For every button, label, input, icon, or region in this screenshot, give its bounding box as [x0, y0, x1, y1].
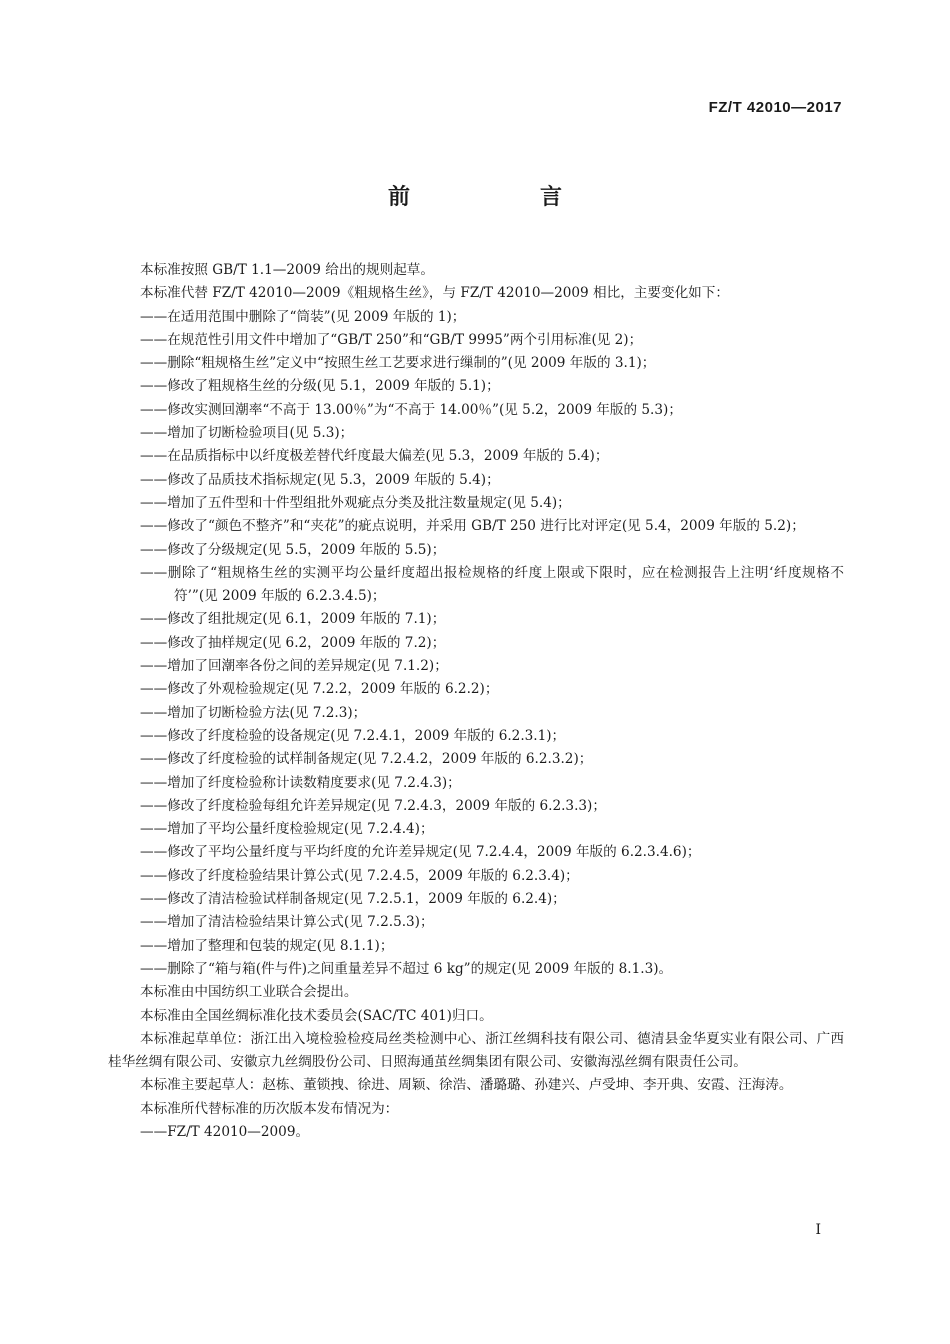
change-item: ——增加了五件型和十件型组批外观疵点分类及批注数量规定(见 5.4)；	[140, 494, 571, 511]
change-item: ——修改了粗规格生丝的分级(见 5.1，2009 年版的 5.1)；	[140, 378, 500, 395]
change-item: ——在规范性引用文件中增加了“GB/T 250”和“GB/T 9995”两个引用标准(见 2)；	[140, 331, 643, 348]
change-item: ——在适用范围中删除了“筒装”(见 2009 年版的 1)；	[140, 308, 466, 325]
change-item: ——删除“粗规格生丝”定义中“按照生丝工艺要求进行缫制的”(见 2009 年版的 3.1)；	[140, 355, 656, 372]
change-item: ——修改了外观检验规定(见 7.2.2，2009 年版的 6.2.2)；	[140, 681, 499, 698]
paragraph: 本标准由全国丝绸标准化技术委员会(SAC/TC 401)归口。	[140, 1007, 493, 1024]
change-item: ——修改了平均公量纤度与平均纤度的允许差异规定(见 7.2.4.4，2009 年版的 6.2.3.4.6)；	[140, 844, 701, 861]
page-number: I	[815, 1222, 821, 1238]
change-item: ——在品质指标中以纤度极差替代纤度最大偏差(见 5.3，2009 年版的 5.4)；	[140, 448, 609, 465]
change-item: ——修改了纤度检验结果计算公式(见 7.2.4.5，2009 年版的 6.2.3.4)；	[140, 867, 579, 884]
change-item: ——修改了分级规定(见 5.5，2009 年版的 5.5)；	[140, 541, 446, 558]
paragraph: 本标准代替 FZ/T 42010—2009《粗规格生丝》，与 FZ/T 42010—2009 相比，主要变化如下：	[140, 285, 729, 302]
change-item: ——修改了纤度检验的设备规定(见 7.2.4.1，2009 年版的 6.2.3.1)；	[140, 727, 566, 744]
change-item: ——增加了回潮率各份之间的差异规定(见 7.1.2)；	[140, 658, 448, 675]
change-item: ——增加了清洁检验结果计算公式(见 7.2.5.3)；	[140, 914, 434, 931]
change-item: ——删除了“粗规格生丝的实测平均公量纤度超出报检规格的纤度上限或下限时，应在检测报告上注明‘纤度规格不符’”(见 2009 年版的 6.2.3.4.5)；	[140, 564, 844, 605]
paragraph: 本标准所代替标准的历次版本发布情况为：	[140, 1100, 399, 1117]
drafters-paragraph: 本标准主要起草人：赵栋、董锁拽、徐进、周颖、徐浩、潘璐璐、孙建兴、卢受坤、李开典、安霞、汪海涛。	[140, 1077, 793, 1094]
history-item: ——FZ/T 42010—2009。	[140, 1123, 310, 1140]
foreword-body	[108, 259, 844, 1144]
change-item: ——修改了组批规定(见 6.1，2009 年版的 7.1)；	[140, 611, 446, 628]
change-item: ——修改了清洁检验试样制备规定(见 7.2.5.1，2009 年版的 6.2.4)；	[140, 891, 566, 908]
paragraph: 本标准按照 GB/T 1.1—2009 给出的规则起草。	[140, 262, 434, 278]
change-item: ——增加了整理和包装的规定(见 8.1.1)；	[140, 937, 394, 954]
page-title: 前 言	[387, 185, 616, 210]
change-item: ——修改了品质技术指标规定(见 5.3，2009 年版的 5.4)；	[140, 471, 500, 488]
drafting-units-paragraph: 本标准起草单位：浙江出入境检验检疫局丝类检测中心、浙江丝绸科技有限公司、德清县金华夏实业有限公司、广西桂华丝绸有限公司、安徽京九丝绸股份公司、日照海通茧丝绸集团有限公司、安徽海泓丝绸有限责任公司。	[108, 1030, 844, 1071]
change-item: ——增加了切断检验方法(见 7.2.3)；	[140, 704, 367, 721]
change-item: ——修改了“颜色不整齐”和“夹花”的疵点说明，并采用 GB/T 250 进行比对评定(见 5.4，2009 年版的 5.2)；	[140, 518, 805, 535]
standard-code: FZ/T 42010—2017	[708, 99, 842, 116]
change-item: ——修改了抽样规定(见 6.2，2009 年版的 7.2)；	[140, 634, 446, 651]
paragraph: 本标准由中国纺织工业联合会提出。	[140, 984, 358, 1001]
change-item: ——修改了纤度检验每组允许差异规定(见 7.2.4.3，2009 年版的 6.2.3.3)；	[140, 797, 606, 814]
change-item: ——修改实测回潮率“不高于 13.00％”为“不高于 14.00％”(见 5.2，2009 年版的 5.3)；	[140, 401, 682, 418]
change-item: ——增加了纤度检验称计读数精度要求(见 7.2.4.3)；	[140, 774, 461, 791]
change-item: ——删除了“箱与箱(件与件)之间重量差异不超过 6 kg”的规定(见 2009 年版的 8.1.3)。	[140, 960, 673, 977]
change-item: ——修改了纤度检验的试样制备规定(见 7.2.4.2，2009 年版的 6.2.3.2)；	[140, 751, 593, 768]
change-item: ——增加了切断检验项目(见 5.3)；	[140, 425, 354, 442]
change-item: ——增加了平均公量纤度检验规定(见 7.2.4.4)；	[140, 821, 434, 838]
